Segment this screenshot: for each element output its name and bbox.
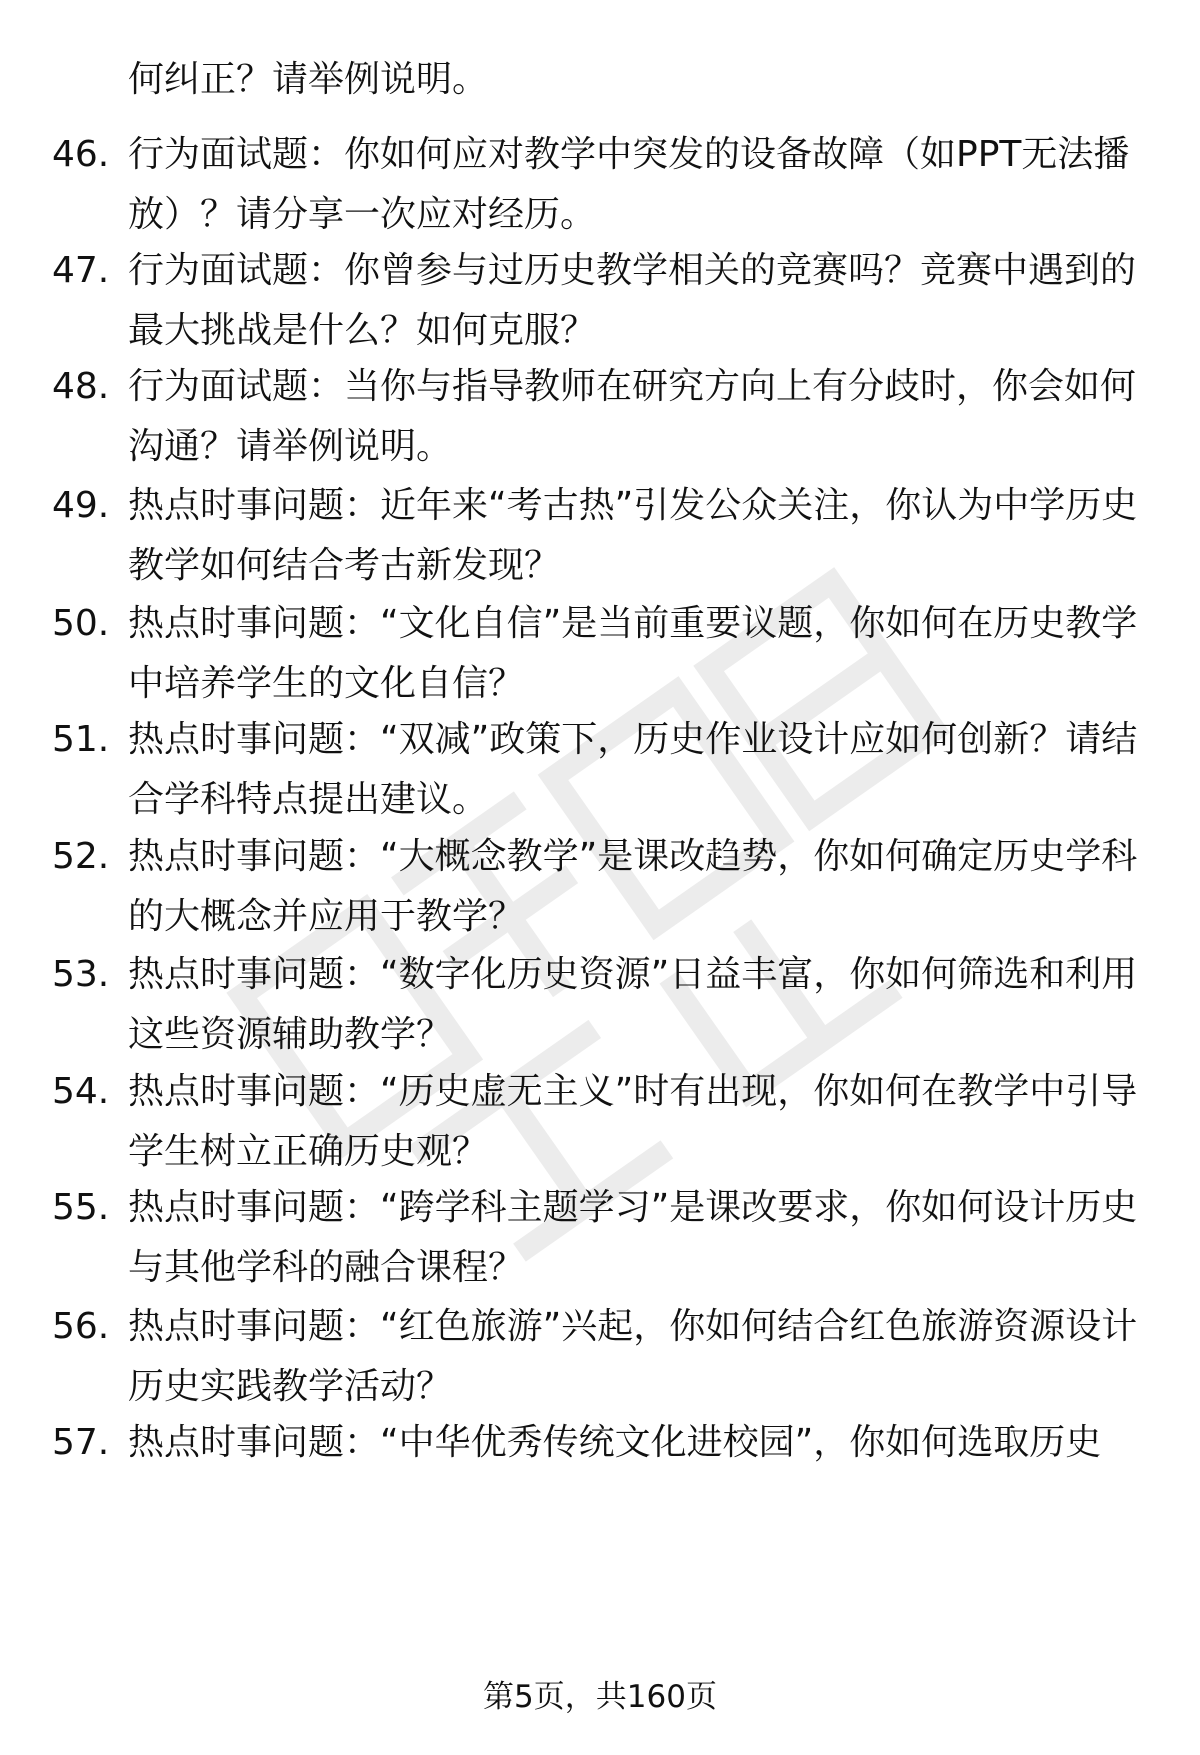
list-item-number: 56. <box>52 1306 110 1347</box>
list-item-number: 53. <box>52 954 110 995</box>
list-item-text: 行为面试题：当你与指导教师在研究方向上有分歧时，你会如何沟通？请举例说明。 <box>128 366 1137 467</box>
list-item-number: 57. <box>52 1422 110 1463</box>
list-item-text: 热点时事问题：“红色旅游”兴起，你如何结合红色旅游资源设计历史实践教学活动？ <box>128 1306 1138 1407</box>
list-item-text: 行为面试题：你如何应对教学中突发的设备故障（如PPT无法播放）？请分享一次应对经历。 <box>128 134 1130 235</box>
list-item-text: 何纠正？请举例说明。 <box>128 59 489 100</box>
list-item-number: 47. <box>52 250 110 291</box>
list-item-text: 热点时事问题：“历史虚无主义”时有出现，你如何在教学中引导学生树立正确历史观？ <box>128 1071 1138 1172</box>
list-item-number: 49. <box>52 485 110 526</box>
list-item-text: 热点时事问题：“文化自信”是当前重要议题，你如何在历史教学中培养学生的文化自信？ <box>128 603 1138 704</box>
list-item-number: 46. <box>52 134 110 175</box>
list-item-number: 48. <box>52 366 110 407</box>
list-item-text: 热点时事问题：“跨学科主题学习”是课改要求，你如何设计历史与其他学科的融合课程？ <box>128 1187 1138 1288</box>
list-item-number: 52. <box>52 836 110 877</box>
page-footer: 第5页，共160页 <box>483 1679 717 1715</box>
list-item-text: 热点时事问题：“双减”政策下，历史作业设计应如何创新？请结合学科特点提出建议。 <box>128 719 1138 820</box>
list-item-number: 50. <box>52 603 110 644</box>
list-item-text: 热点时事问题：“大概念教学”是课改趋势，你如何确定历史学科的大概念并应用于教学？ <box>128 836 1138 937</box>
list-item-text: 热点时事问题：近年来“考古热”引发公众关注，你认为中学历史教学如何结合考古新发现？ <box>128 485 1138 586</box>
list-item-text: 热点时事问题：“中华优秀传统文化进校园”，你如何选取历史 <box>128 1422 1102 1463</box>
list-item-number: 51. <box>52 719 110 760</box>
list-item-number: 55. <box>52 1187 110 1228</box>
list-item-text: 热点时事问题：“数字化历史资源”日益丰富，你如何筛选和利用这些资源辅助教学？ <box>128 954 1138 1055</box>
list-item-number: 54. <box>52 1071 110 1112</box>
list-item-text: 行为面试题：你曾参与过历史教学相关的竞赛吗？竞赛中遇到的最大挑战是什么？如何克服？ <box>128 250 1137 351</box>
